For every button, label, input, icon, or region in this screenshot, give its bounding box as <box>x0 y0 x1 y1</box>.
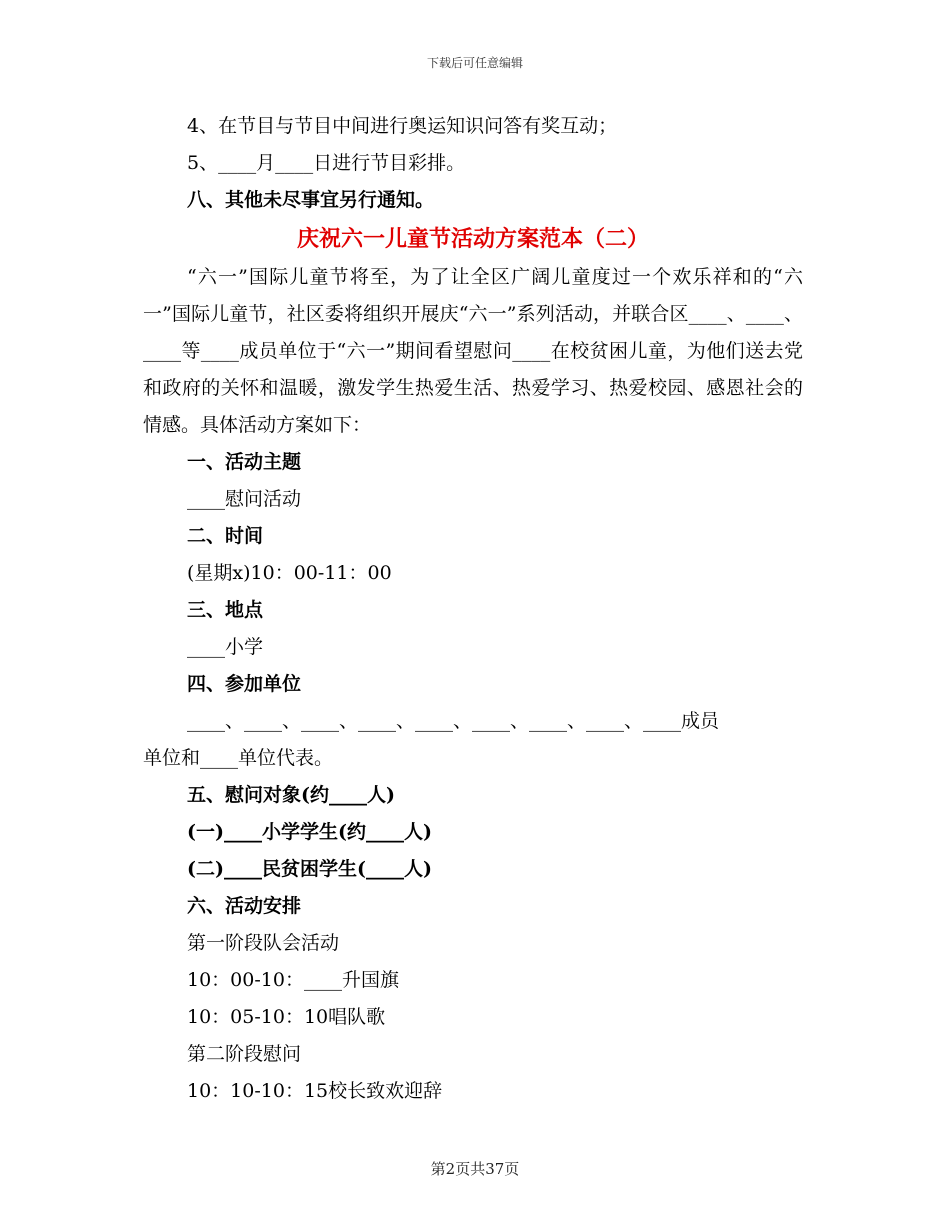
page-header-note: 下载后可任意编辑 <box>426 56 523 70</box>
stage-1-item-2: 10：05-10：10唱队歌 <box>187 1006 386 1028</box>
section-4-heading: 四、参加单位 <box>187 673 302 695</box>
document-body <box>143 108 803 1110</box>
list-item-5: 5、____月____日进行节目彩排。 <box>187 152 466 174</box>
section-5-item-1: (一)____小学学生(约____人) <box>187 821 432 843</box>
section-6-heading: 六、活动安排 <box>187 895 302 917</box>
stage-1-item-1: 10：00-10：____升国旗 <box>187 969 399 991</box>
stage-1-label: 第一阶段队会活动 <box>187 932 340 954</box>
section-5-heading: 五、慰问对象(约____人) <box>187 784 395 806</box>
section-1-heading: 一、活动主题 <box>187 451 302 473</box>
section-4-line-1: ____、____、____、____、____、____、____、____、____成员 <box>187 710 720 732</box>
section-2-text: (星期x)10：00-11：00 <box>187 562 392 584</box>
section-1-text: ____慰问活动 <box>187 488 302 510</box>
section-3-heading: 三、地点 <box>187 599 264 621</box>
document-title: 庆祝六一儿童节活动方案范本（二） <box>296 226 649 252</box>
section-8-heading: 八、其他未尽事宜另行通知。 <box>187 189 435 211</box>
section-2-heading: 二、时间 <box>187 525 264 547</box>
page-number-footer: 第2页共37页 <box>430 1160 520 1178</box>
section-4-line-2: 单位和____单位代表。 <box>143 747 334 769</box>
intro-paragraph: “六一”国际儿童节将至，为了让全区广阔儿童度过一个欢乐祥和的“六一”国际儿童节，社区委将组织开展庆“六一”系列活动，并联合区____、____、____等____成员单位于“六一”期间看望慰问____在校贫困儿童，为他们送去党和政府的关怀和温暖，激发学生热爱生活、热爱学习、热爱校园、感恩社会的情感。具体活动方案如下： <box>143 266 803 436</box>
stage-2-item-1: 10：10-10：15校长致欢迎辞 <box>187 1080 443 1102</box>
section-3-text: ____小学 <box>187 636 264 658</box>
section-5-item-2: (二)____民贫困学生(____人) <box>187 858 432 880</box>
stage-2-label: 第二阶段慰问 <box>187 1043 302 1065</box>
list-item-4: 4、在节目与节目中间进行奥运知识问答有奖互动； <box>187 115 618 137</box>
